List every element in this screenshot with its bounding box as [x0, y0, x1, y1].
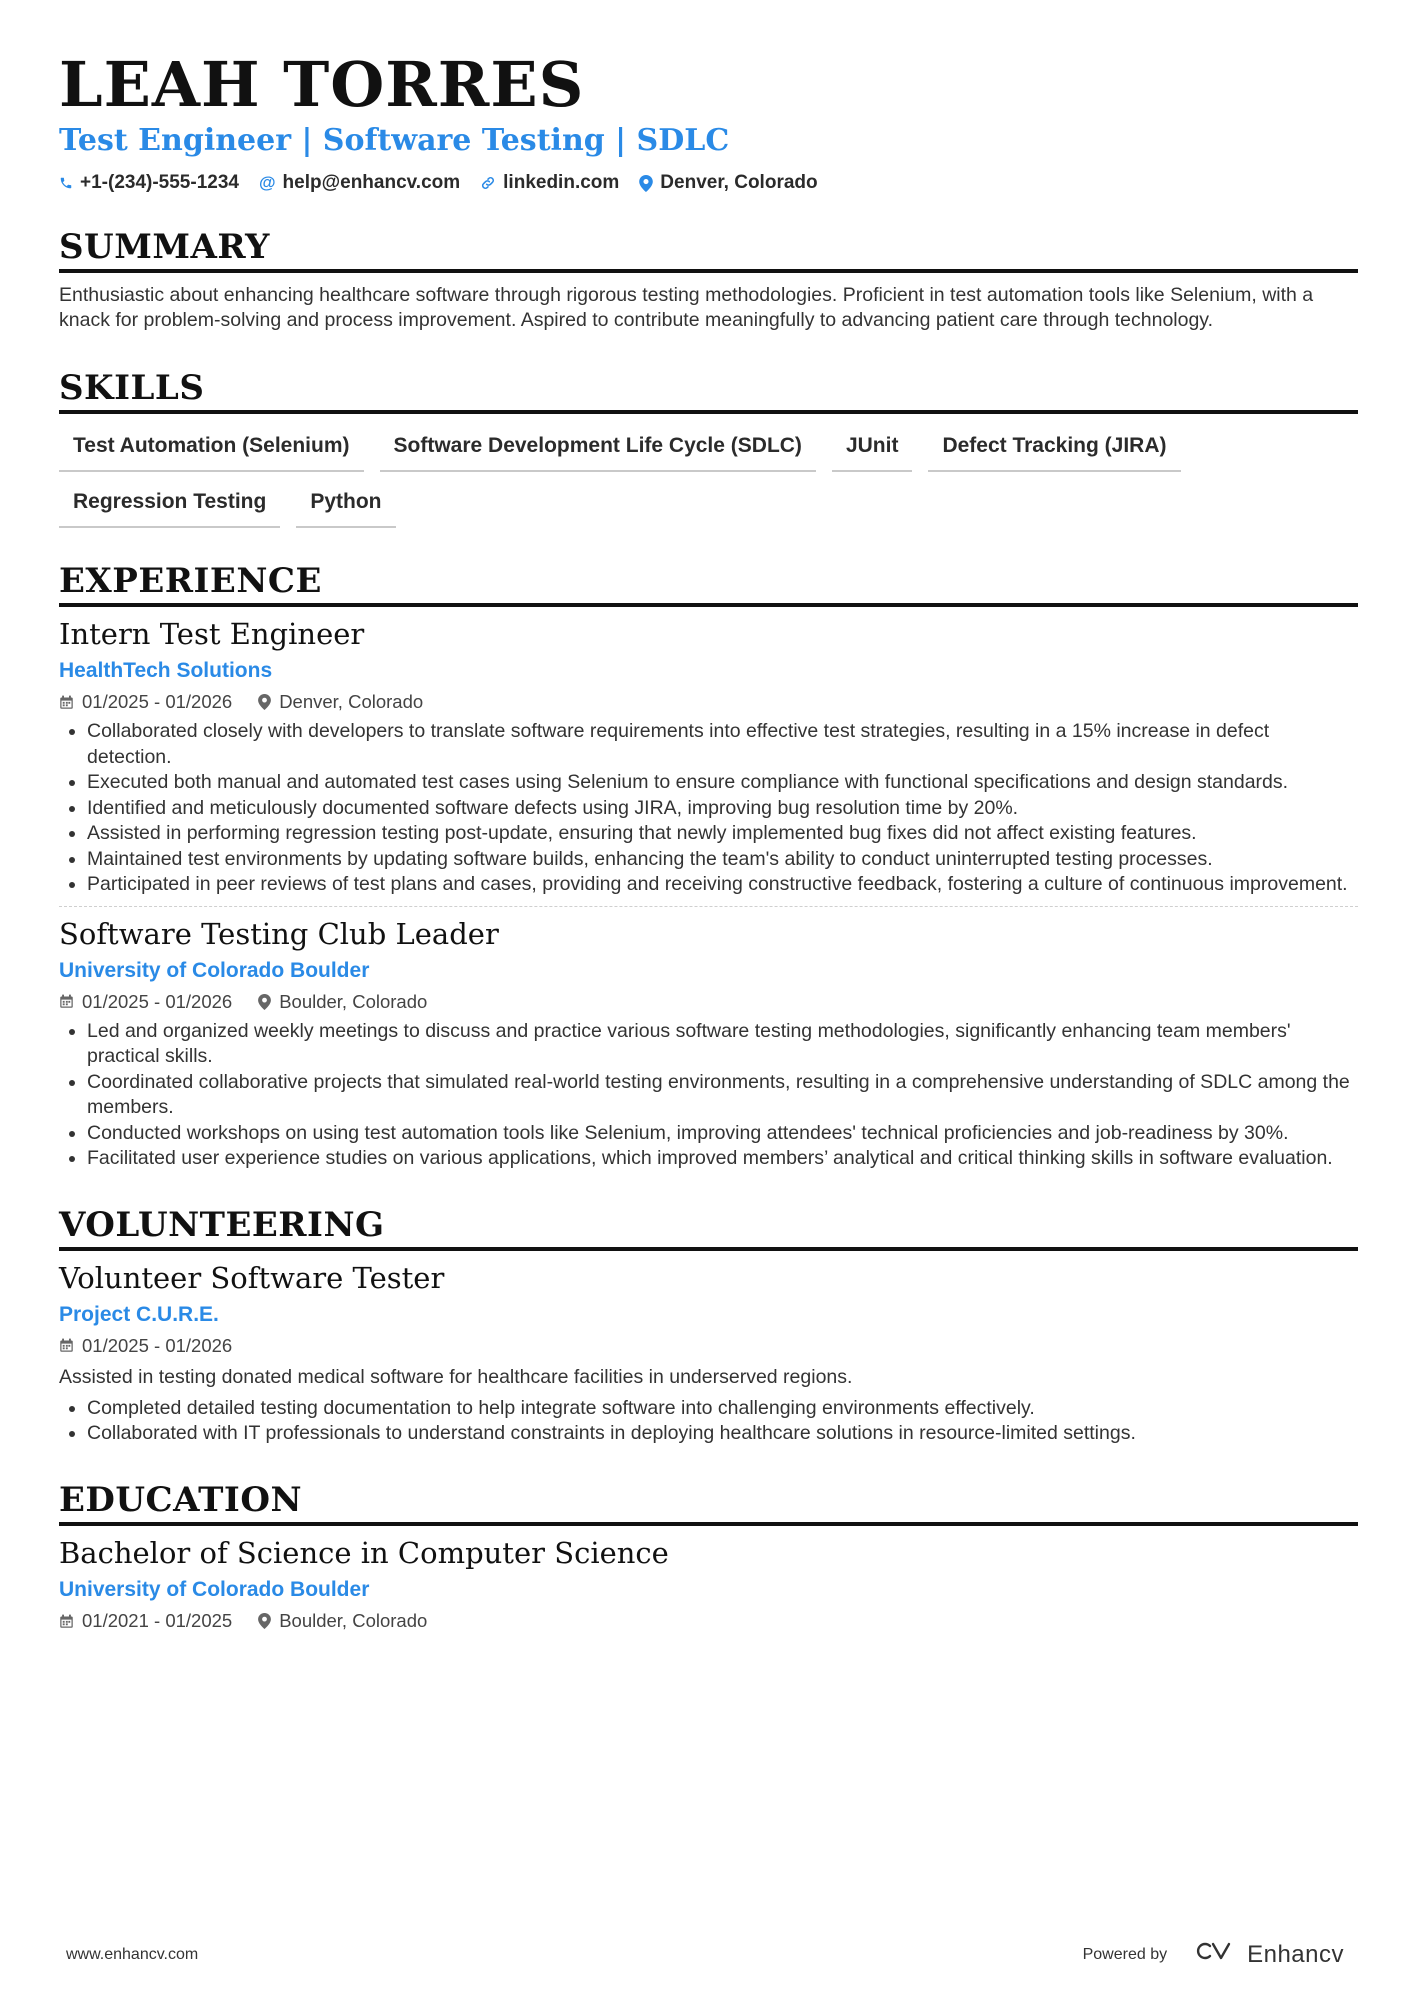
calendar-icon: [59, 994, 74, 1009]
list-item: • Completed detailed testing documentation to help integrate software into challenging environments effectively.: [87, 1396, 1358, 1422]
list-item: • Facilitated user experience studies on various applications, which improved members’ analytical and critical thinking skills in software evaluation.: [87, 1146, 1358, 1172]
volunteering-heading: VOLUNTEERING: [59, 1206, 1358, 1251]
skill-tag: Software Development Life Cycle (SDLC): [380, 430, 816, 472]
volunteer-role: Volunteer Software Tester: [59, 1260, 445, 1295]
company-name: HealthTech Solutions: [59, 659, 273, 683]
job-dates-text: 01/2025 - 01/2026: [82, 691, 233, 713]
contact-email[interactable]: [259, 172, 460, 194]
education-meta: [59, 1610, 1358, 1632]
volunteer-description: Assisted in testing donated medical software for healthcare facilities in underserved regions.: [59, 1365, 853, 1388]
location-icon: [258, 694, 271, 710]
school-name: University of Colorado Boulder: [59, 1578, 370, 1602]
enhancv-logo-text: Enhancv: [1247, 1940, 1344, 1968]
skill-tag: JUnit: [832, 430, 913, 472]
enhancv-logo-icon: [1193, 1940, 1239, 1969]
experience-heading: EXPERIENCE: [59, 562, 1358, 607]
list-item: • Coordinated collaborative projects that simulated real-world testing environments, resulting in a comprehensive understanding of SDLC among the members.: [87, 1070, 1358, 1121]
degree-title: Bachelor of Science in Computer Science: [59, 1536, 669, 1571]
experience-entry: [59, 617, 1358, 898]
volunteer-dates: [59, 1335, 232, 1357]
job-location: [258, 991, 427, 1013]
summary-text: Enthusiastic about enhancing healthcare software through rigorous testing methodologies. Proficient in test automation tools like Selenium, with a knack for problem-solving and process improvement. Aspired to contribute meaningfully to advancing patient care through technology.: [59, 284, 1314, 332]
skills-heading: SKILLS: [59, 369, 1358, 414]
skill-tag: Test Automation (Selenium): [59, 430, 364, 472]
job-dates: [59, 991, 232, 1013]
job-meta: [59, 691, 1358, 713]
contact-bar: [59, 172, 1358, 194]
list-item: • Identified and meticulously documented software defects using JIRA, improving bug resolution time by 20%.: [87, 796, 1358, 822]
job-location-text: Denver, Colorado: [279, 691, 424, 713]
skill-tag: Python: [296, 486, 395, 528]
job-title: Intern Test Engineer: [59, 617, 365, 652]
job-location-text: Boulder, Colorado: [279, 990, 428, 1012]
candidate-name: LEAH TORRES: [59, 48, 585, 121]
at-icon: @: [258, 173, 276, 193]
location-icon: [258, 994, 271, 1010]
calendar-icon: [59, 695, 74, 710]
list-item: • Maintained test environments by updating software builds, enhancing the team's ability to conduct uninterrupted testing processes.: [87, 847, 1358, 873]
contact-location: [639, 172, 817, 194]
skill-tag: Regression Testing: [59, 486, 280, 528]
location-icon: [258, 1613, 271, 1629]
skills-list: [59, 430, 1358, 528]
education-heading: EDUCATION: [59, 1481, 1358, 1526]
phone-icon: [59, 176, 73, 190]
contact-phone[interactable]: [59, 172, 239, 194]
education-entry: [59, 1536, 1358, 1632]
footer-website[interactable]: www.enhancv.com: [66, 1945, 199, 1963]
contact-linkedin[interactable]: [480, 172, 619, 194]
powered-by: [1083, 1940, 1344, 1969]
experience-entry: [59, 917, 1358, 1172]
volunteer-org: Project C.U.R.E.: [59, 1302, 219, 1326]
list-item: • Assisted in performing regression testing post-update, ensuring that newly implemented bug fixes did not affect existing features.: [87, 821, 1358, 847]
volunteer-dates-text: 01/2025 - 01/2026: [82, 1334, 233, 1356]
volunteering-entry: [59, 1261, 1358, 1447]
education-location: [258, 1610, 427, 1632]
job-bullets: [59, 719, 1358, 898]
contact-location-text: Denver, Colorado: [660, 172, 818, 194]
education-dates-text: 01/2021 - 01/2025: [82, 1610, 233, 1632]
list-item: • Collaborated closely with developers to translate software requirements into effective test strategies, resulting in a 15% increase in defect detection.: [87, 719, 1358, 770]
contact-phone-text: +1-(234)-555-1234: [80, 172, 239, 194]
job-meta: [59, 991, 1358, 1013]
job-location: [258, 691, 423, 713]
list-item: • Participated in peer reviews of test plans and cases, providing and receiving constructive feedback, fostering a culture of continuous improvement.: [87, 872, 1358, 898]
entry-divider: [59, 906, 1358, 907]
skill-tag: Defect Tracking (JIRA): [928, 430, 1180, 472]
contact-linkedin-text: linkedin.com: [503, 172, 620, 194]
contact-email-text: help@enhancv.com: [282, 172, 461, 194]
job-title: Software Testing Club Leader: [59, 916, 499, 951]
education-dates: [59, 1610, 232, 1632]
location-icon: [639, 175, 653, 192]
job-bullets: [59, 1019, 1358, 1172]
summary-heading: SUMMARY: [59, 228, 1358, 273]
candidate-headline: Test Engineer | Software Testing | SDLC: [59, 123, 730, 159]
list-item: • Executed both manual and automated test cases using Selenium to ensure compliance with functional specifications and design standards.: [87, 770, 1358, 796]
volunteer-meta: [59, 1335, 1358, 1357]
volunteer-bullets: [59, 1396, 1358, 1447]
list-item: • Collaborated with IT professionals to understand constraints in deploying healthcare solutions in resource-limited settings.: [87, 1421, 1358, 1447]
calendar-icon: [59, 1338, 74, 1353]
link-icon: [480, 175, 496, 191]
enhancv-logo[interactable]: [1193, 1940, 1344, 1969]
list-item: • Led and organized weekly meetings to discuss and practice various software testing methodologies, significantly enhancing team members' practical skills.: [87, 1019, 1358, 1070]
company-name: University of Colorado Boulder: [59, 958, 370, 982]
job-dates: [59, 691, 232, 713]
powered-by-label: Powered by: [1082, 1945, 1168, 1963]
page-footer: [66, 1940, 1344, 1969]
calendar-icon: [59, 1614, 74, 1629]
job-dates-text: 01/2025 - 01/2026: [82, 990, 233, 1012]
list-item: • Conducted workshops on using test automation tools like Selenium, improving attendees' technical proficiencies and job-readiness by 30%.: [87, 1121, 1358, 1147]
education-location-text: Boulder, Colorado: [279, 1610, 428, 1632]
